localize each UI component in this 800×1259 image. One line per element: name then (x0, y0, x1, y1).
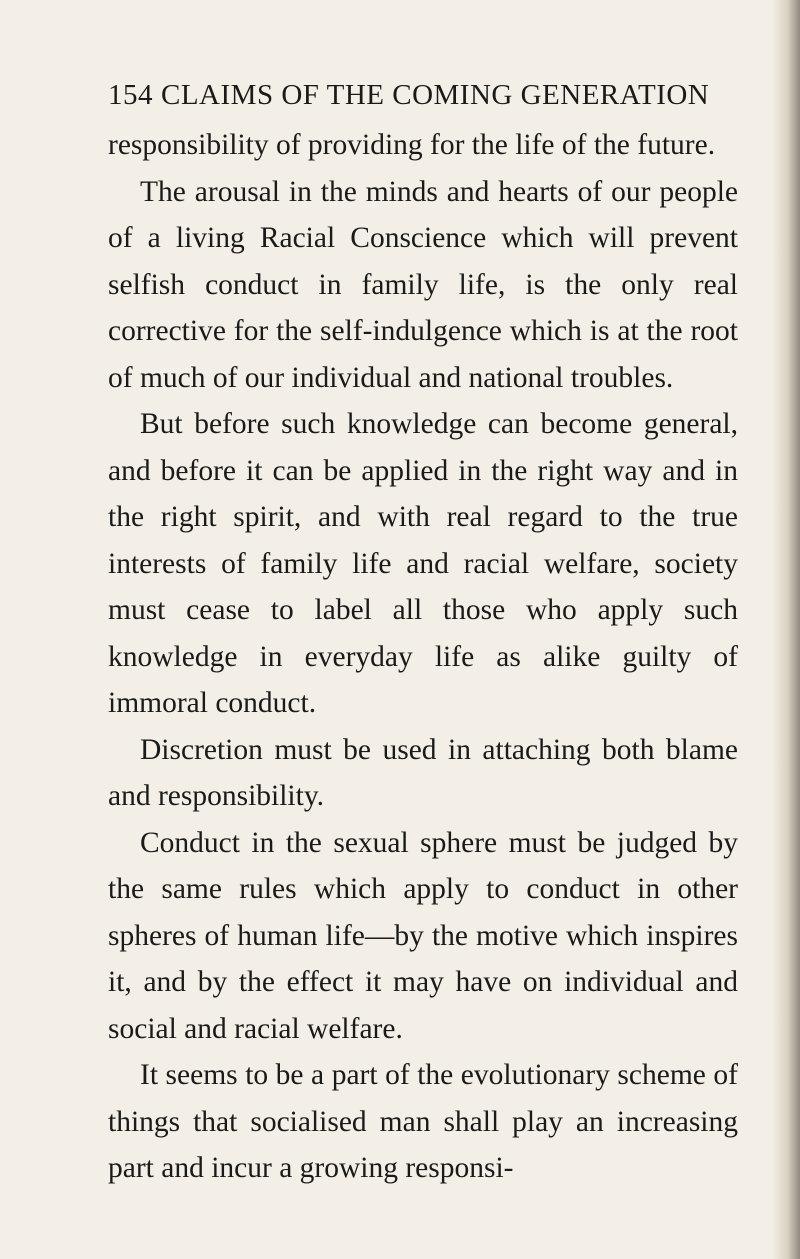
paragraph: The arousal in the minds and hearts of our people of a living Racial Conscience which will prevent selfish conduct in family life, is the only real corrective for the self-indulgence which is at the root of much of our individual and national troubles. (108, 175, 738, 394)
paragraph: Discretion must be used in attaching both blame and responsibility. (108, 733, 738, 812)
page-edge-shadow (772, 0, 800, 1259)
paragraph: But before such knowledge can become general, and before it can be applied in the right way and in the right spirit, and with real regard to the true interests of family life and racial welfare, society must cease to label all those who apply such knowledge in everyday life as alike guilty of immoral conduct. (108, 408, 738, 719)
page-number: 154 (108, 79, 153, 111)
book-page (108, 76, 738, 1192)
body-text (108, 122, 738, 1192)
paragraph: Conduct in the sexual sphere must be judged by the same rules which apply to conduct in other spheres of human life—by the motive which inspires it, and by the effect it may have on individual and social and racial welfare. (108, 826, 738, 1045)
paragraph: It seems to be a part of the evolutionary scheme of things that socialised man shall play an increasing part and incur a growing responsi- (108, 1059, 738, 1184)
running-header (108, 76, 738, 114)
paragraph-continued: responsibility of providing for the life of the future. (108, 129, 716, 161)
running-title: CLAIMS OF THE COMING GENERATION (161, 79, 710, 111)
